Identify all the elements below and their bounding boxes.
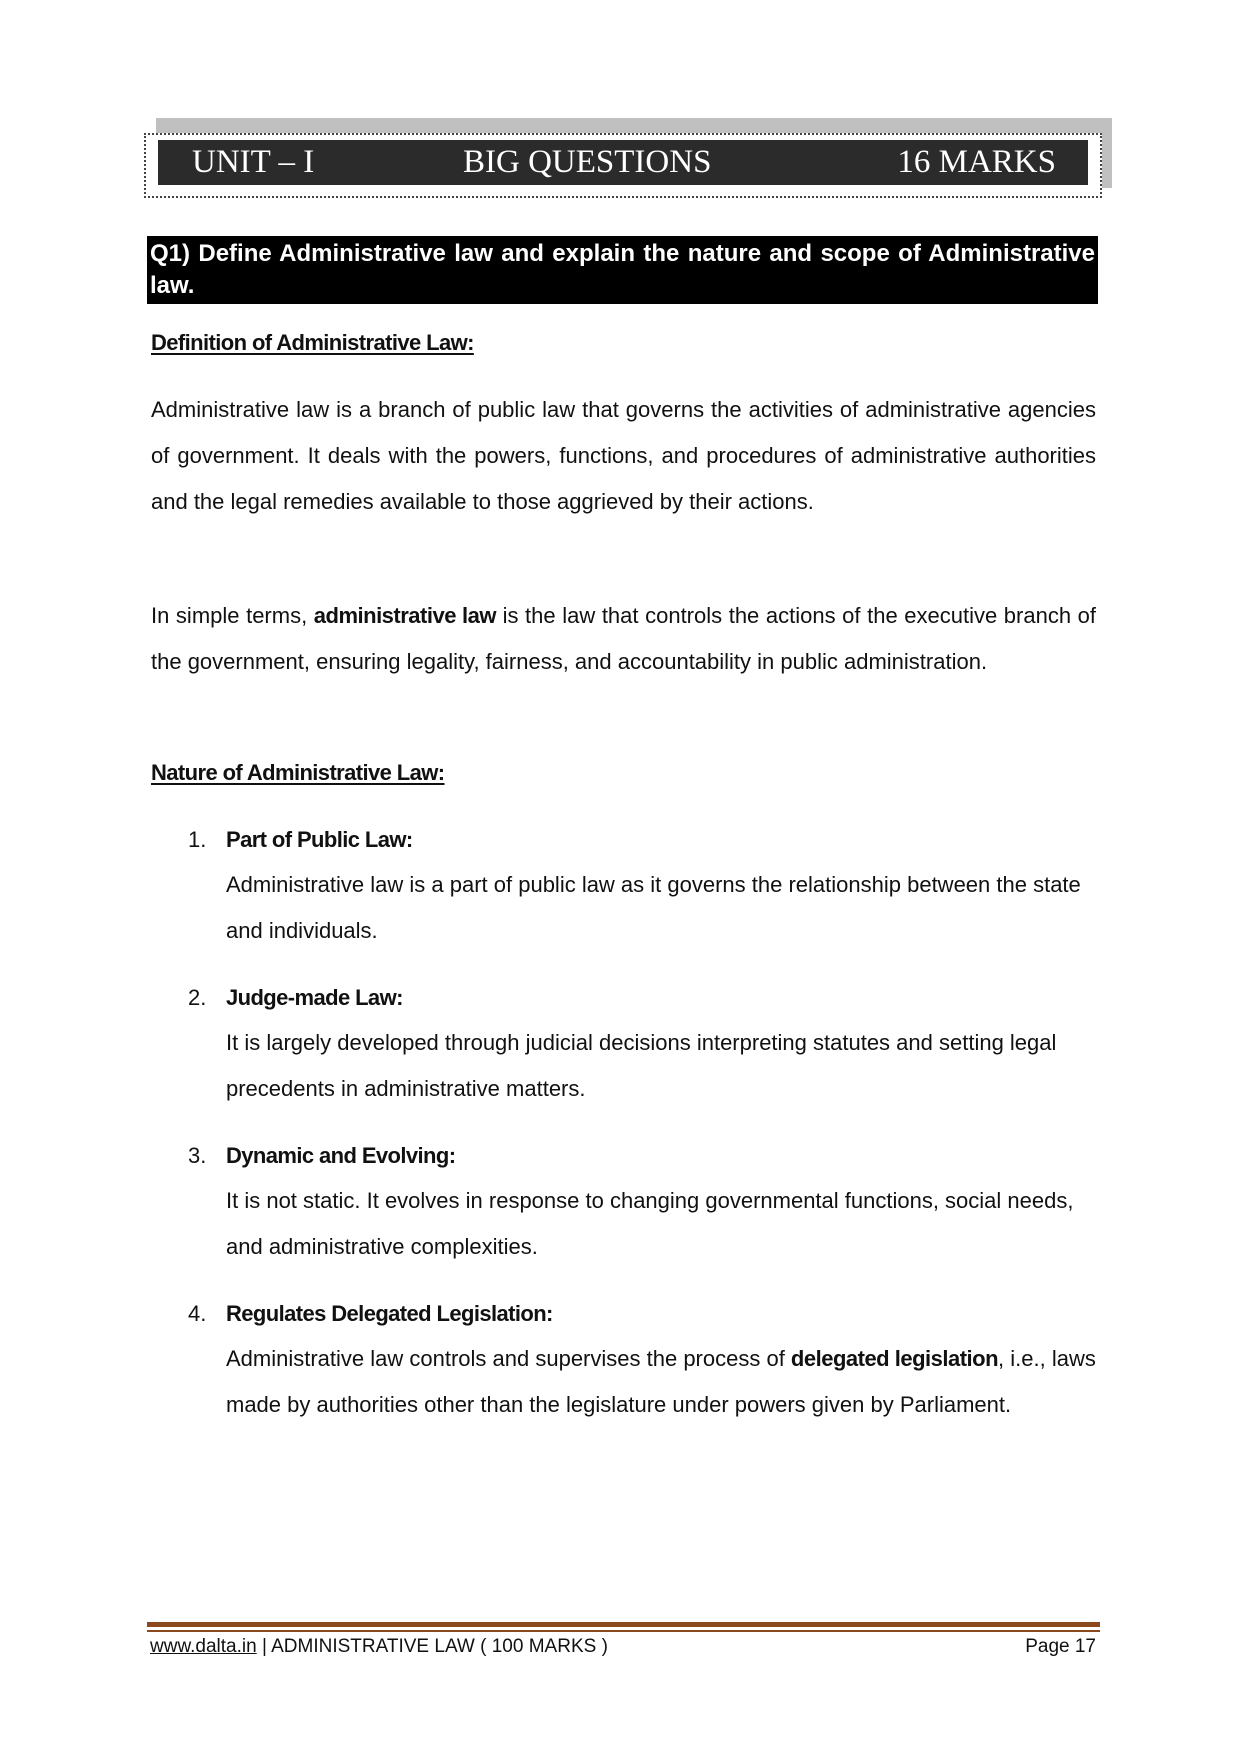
footer-text: | ADMINISTRATIVE LAW ( 100 MARKS ) (256, 1636, 608, 1657)
list-item-body: It is largely developed through judicial decisions interpreting statutes and setting legal precedents in administrative matters. (226, 1030, 1057, 1101)
item-bold-term: delegated legislation (790, 1346, 999, 1371)
simple-terms-paragraph (151, 593, 1096, 685)
banner-marks: 16 MARKS (897, 144, 1056, 180)
definition-heading: Definition of Administrative Law: (151, 330, 474, 355)
footer-left (150, 1636, 608, 1658)
page-number: Page 17 (1025, 1636, 1096, 1657)
definition-paragraph: Administrative law is a branch of public law that governs the activities of administrative agencies of government. It deals with the powers, functions, and procedures of administrative authorities and the legal remedies available to those aggrieved by their actions. (151, 397, 1096, 514)
list-item-number: 2. (188, 985, 207, 1010)
item-text: Administrative law controls and supervises the process of (226, 1346, 791, 1371)
item-text: , i.e., laws made by authorities other than the legislature under powers given by Parliament. (226, 1346, 1096, 1417)
footer-rule-thin (147, 1630, 1100, 1632)
list-item-title: Part of Public Law: (226, 827, 413, 852)
footer-link[interactable]: www.dalta.in (150, 1636, 257, 1657)
nature-heading: Nature of Administrative Law: (151, 760, 445, 785)
list-item-body: Administrative law is a part of public law as it governs the relationship between the state and individuals. (226, 872, 1081, 943)
list-item-title: Dynamic and Evolving: (226, 1143, 456, 1168)
list-item-body: It is not static. It evolves in response to changing governmental functions, social needs, and administrative complexities. (226, 1188, 1074, 1259)
banner-unit: UNIT – I (192, 144, 315, 180)
banner-title: BIG QUESTIONS (463, 144, 712, 180)
list-item-title: Judge-made Law: (226, 985, 403, 1010)
list-item-number: 3. (188, 1143, 207, 1168)
list-item-body (226, 1336, 1096, 1428)
para-bold-term: administrative law (313, 603, 496, 628)
list-item-number: 4. (188, 1301, 207, 1326)
para-text: In simple terms, (151, 603, 314, 628)
list-item-title: Regulates Delegated Legislation: (226, 1301, 553, 1326)
unit-banner (158, 140, 1088, 185)
para-text: is the law that controls the actions of the executive branch of the government, ensuring legality, fairness, and accountability in public administration. (151, 603, 1096, 674)
footer-rule-thick (147, 1622, 1100, 1627)
list-item-number: 1. (188, 827, 207, 852)
question-heading: Q1) Define Administrative law and explain the nature and scope of Administrative law. (147, 236, 1098, 304)
